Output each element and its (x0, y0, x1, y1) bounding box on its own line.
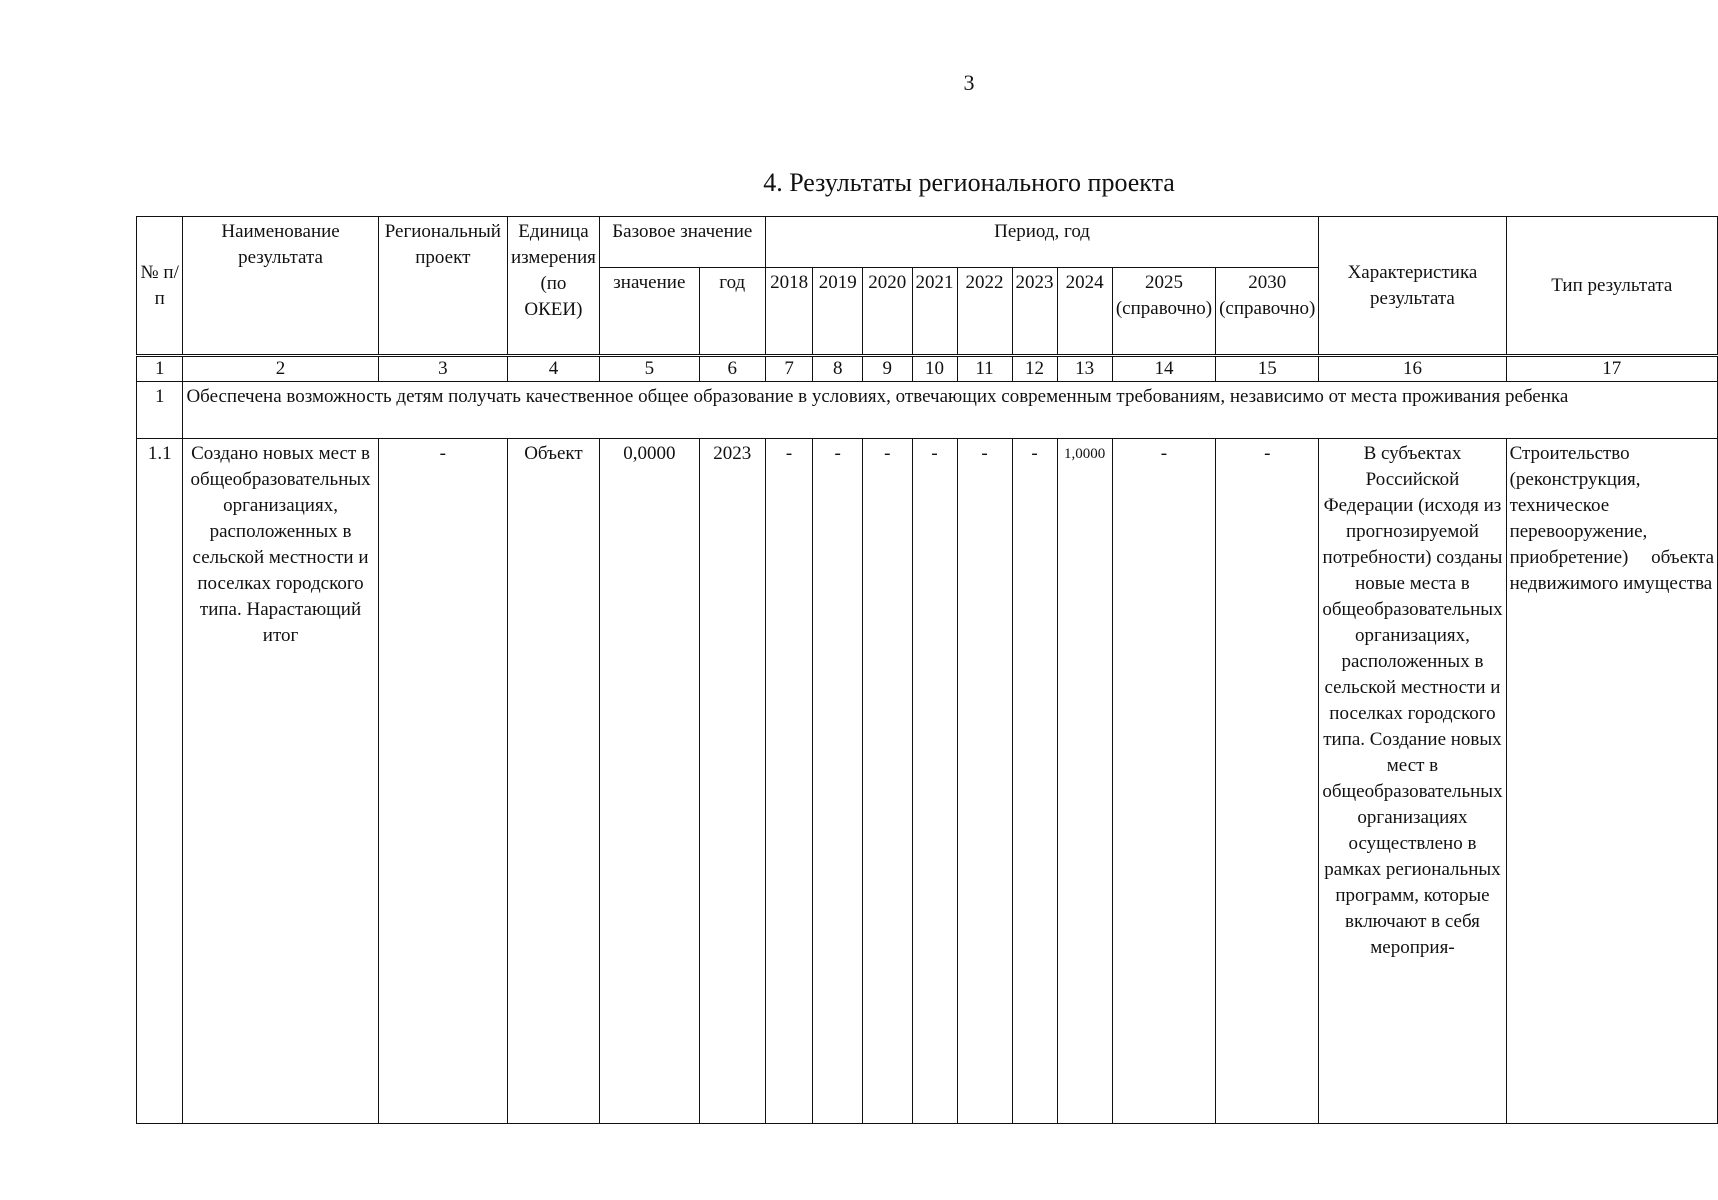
column-number: 12 (1012, 356, 1057, 382)
column-number: 4 (508, 356, 600, 382)
row-value-2030: - (1216, 439, 1319, 1124)
column-number: 14 (1112, 356, 1215, 382)
row-value-2023: - (1012, 439, 1057, 1124)
column-number: 9 (862, 356, 912, 382)
page-number: 3 (963, 70, 975, 95)
header-base-value-year: год (699, 268, 765, 356)
column-number: 6 (699, 356, 765, 382)
column-number: 11 (957, 356, 1012, 382)
header-result-type: Тип результата (1506, 217, 1717, 356)
goal-number: 1 (137, 382, 183, 439)
table-row (137, 439, 1718, 1124)
row-regional-project: - (378, 439, 507, 1124)
column-number: 2 (183, 356, 378, 382)
row-unit: Объект (508, 439, 600, 1124)
row-value-2022: - (957, 439, 1012, 1124)
row-characteristic: В субъектах Российской Федерации (исходя из прогнозируемой потребности) созданы новые места в общеобразовательных организациях, расположенных в сельской местности и поселках городского типа. Создание новых мест в общеобразовательных организациях осуществлено в рамках региональных программ, которые включают в себя мероприя- (1319, 439, 1506, 1124)
column-number: 15 (1216, 356, 1319, 382)
header-regional-project: Региональный проект (378, 217, 507, 356)
column-number: 16 (1319, 356, 1506, 382)
goal-text: Обеспечена возможность детям получать качественное общее образование в условиях, отвечающих современным требованиям, независимо от места проживания ребенка (183, 382, 1718, 439)
row-value-2018: - (765, 439, 813, 1124)
header-year-2020: 2020 (862, 268, 912, 356)
row-value-2024: 1,0000 (1057, 439, 1112, 1124)
column-number: 5 (599, 356, 699, 382)
row-value-2019: - (813, 439, 863, 1124)
header-unit: Единица измерения (по ОКЕИ) (508, 217, 600, 356)
header-result-name: Наименование результата (183, 217, 378, 356)
row-result-name: Создано новых мест в общеобразовательных организациях, расположенных в сельской местности и поселках городского типа. Нарастающий итог (183, 439, 378, 1124)
header-year-2018: 2018 (765, 268, 813, 356)
row-base-year: 2023 (699, 439, 765, 1124)
header-year-2022: 2022 (957, 268, 1012, 356)
row-value-2021: - (912, 439, 957, 1124)
row-number: 1.1 (137, 439, 183, 1124)
column-number: 7 (765, 356, 813, 382)
header-year-2025: 2025 (справочно) (1112, 268, 1215, 356)
header-year-2021: 2021 (912, 268, 957, 356)
header-base-value: Базовое значение (599, 217, 765, 268)
header-year-2024: 2024 (1057, 268, 1112, 356)
column-number: 8 (813, 356, 863, 382)
header-year-2023: 2023 (1012, 268, 1057, 356)
goal-row (137, 382, 1718, 439)
column-number: 17 (1506, 356, 1717, 382)
column-number: 13 (1057, 356, 1112, 382)
row-value-2020: - (862, 439, 912, 1124)
column-number: 3 (378, 356, 507, 382)
column-number: 10 (912, 356, 957, 382)
column-number-row (137, 356, 1718, 382)
header-year-2019: 2019 (813, 268, 863, 356)
header-base-value-value: значение (599, 268, 699, 356)
section-title: 4. Результаты регионального проекта (763, 168, 1175, 197)
row-value-2025: - (1112, 439, 1215, 1124)
header-year-2030: 2030 (справочно) (1216, 268, 1319, 356)
row-base-value: 0,0000 (599, 439, 699, 1124)
header-characteristic: Характеристика результата (1319, 217, 1506, 356)
header-period: Период, год (765, 217, 1319, 268)
header-no: № п/п (137, 217, 183, 356)
row-result-type: Строительство (реконструкция, техническое перевооружение, приобретение) объекта недвижимого имущества (1506, 439, 1717, 1124)
results-table (136, 216, 1718, 1124)
column-number: 1 (137, 356, 183, 382)
